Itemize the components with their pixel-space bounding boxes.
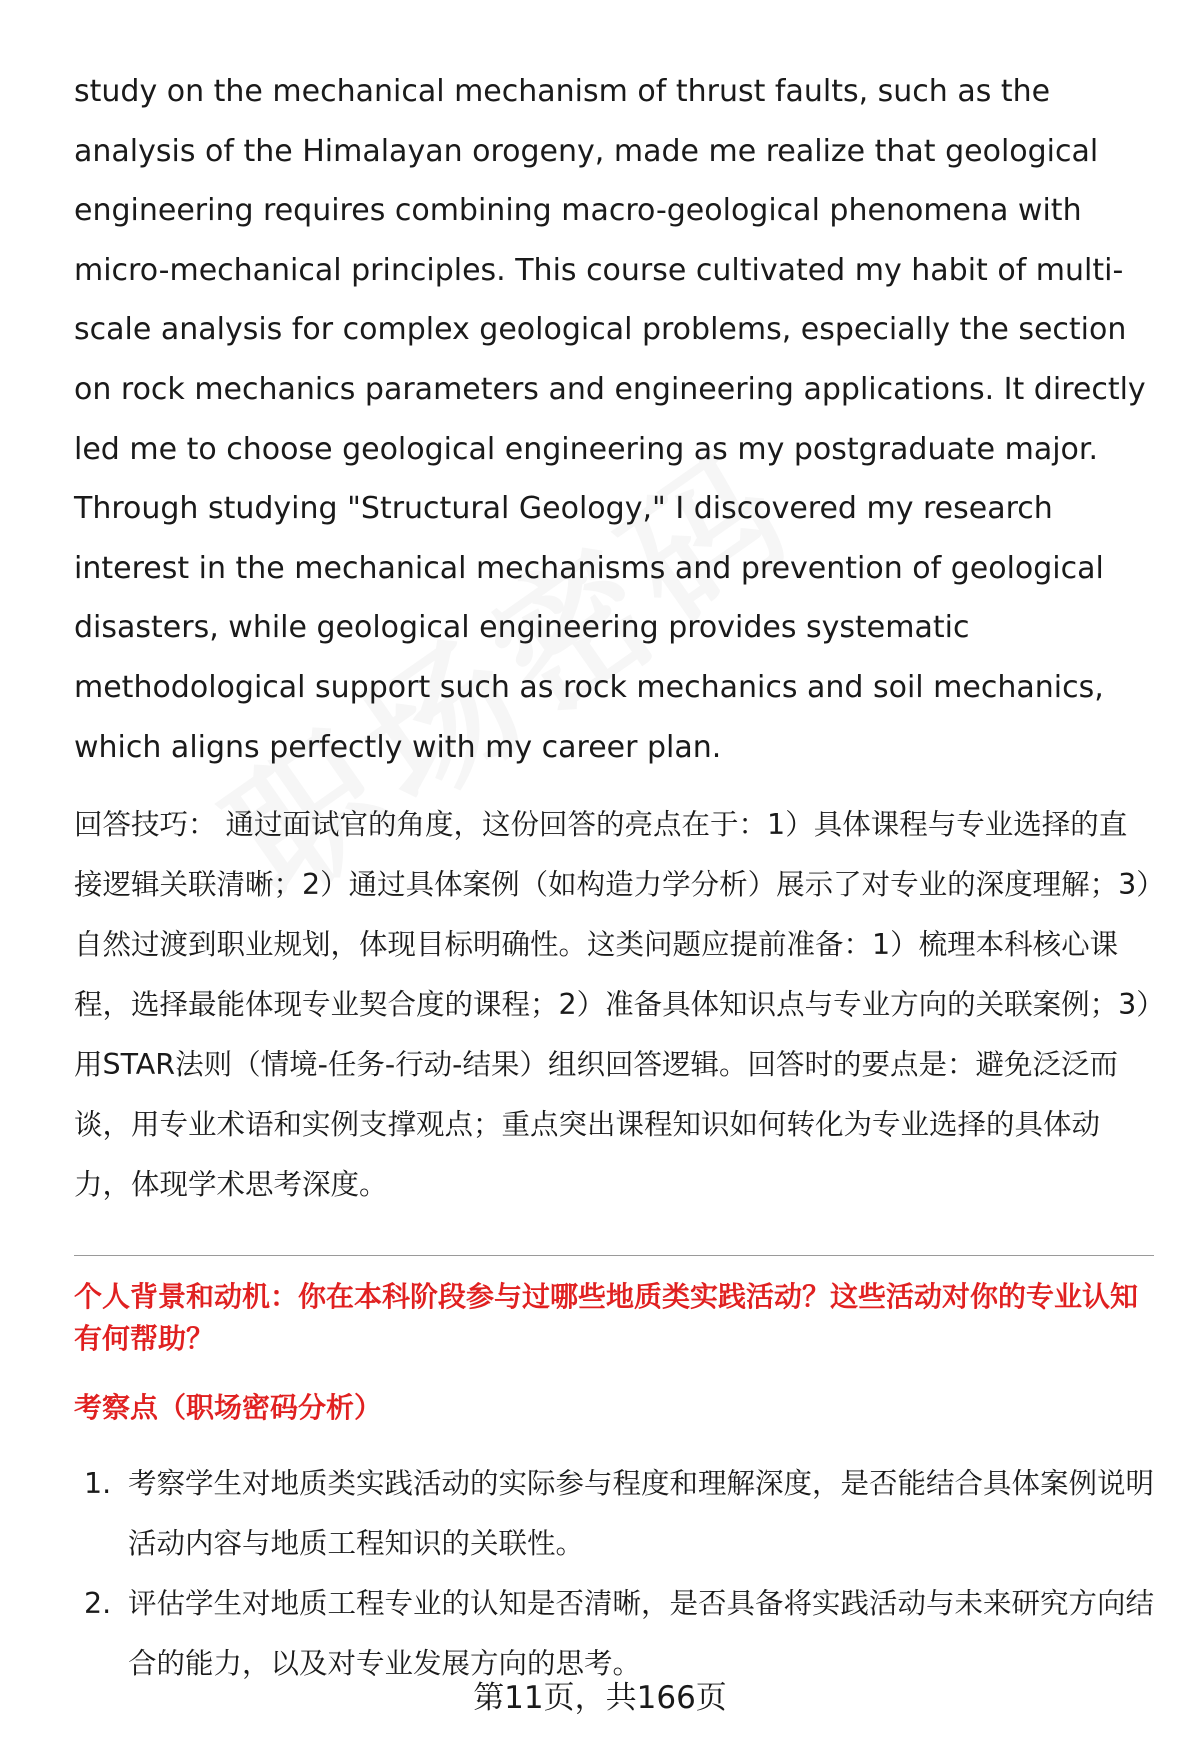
question-title: 个人背景和动机：你在本科阶段参与过哪些地质类实践活动？这些活动对你的专业认知有何帮助？ [74,1280,1139,1356]
list-item-number: 1. [84,1467,112,1501]
section-divider [74,1255,1154,1256]
page-footer: 第11页，共166页 [473,1680,727,1716]
assessment-title: 考察点（职场密码分析） [74,1391,383,1425]
answer-tips-paragraph: 回答技巧： 通过面试官的角度，这份回答的亮点在于：1）具体课程与专业选择的直接逻辑关联清晰；2）通过具体案例（如构造力学分析）展示了对专业的深度理解；3）自然过渡到职业规划，体现目标明确性。这类问题应提前准备：1）梳理本科核心课程，选择最能体现专业契合度的课程；2）准备具体知识点与专业方向的关联案例；3）用STAR法则（情境-任务-行动-结果）组织回答逻辑。回答时的要点是：避免泛泛而谈，用专业术语和实例支撑观点；重点突出课程知识如何转化为专业选择的具体动力，体现学术思考深度。 [74,808,1151,1202]
assessment-points-list [74,1454,1154,1694]
list-item-number: 2. [84,1587,112,1621]
list-item-text: 考察学生对地质类实践活动的实际参与程度和理解深度，是否能结合具体案例说明活动内容与地质工程知识的关联性。 [128,1467,1155,1561]
english-answer-paragraph: study on the mechanical mechanism of thrust faults, such as the analysis of the Himalayan orogeny, made me realize that geological engineering requires combining macro-geological phenomena with micro-mechanical principles. This course cultivated my habit of multi-scale analysis for complex geological problems, especially the section on rock mechanics parameters and engineering applications. It directly led me to choose geological engineering as my postgraduate major. Through studying "Structural Geology," I discovered my research interest in the mechanical mechanisms and prevention of geological disasters, while geological engineering provides systematic methodological support such as rock mechanics and soil mechanics, which aligns perfectly with my career plan. [74,74,1146,765]
page-content [74,62,1154,1694]
list-item-text: 评估学生对地质工程专业的认知是否清晰，是否具备将实践活动与未来研究方向结合的能力，以及对专业发展方向的思考。 [128,1587,1155,1681]
list-item [74,1454,1154,1574]
